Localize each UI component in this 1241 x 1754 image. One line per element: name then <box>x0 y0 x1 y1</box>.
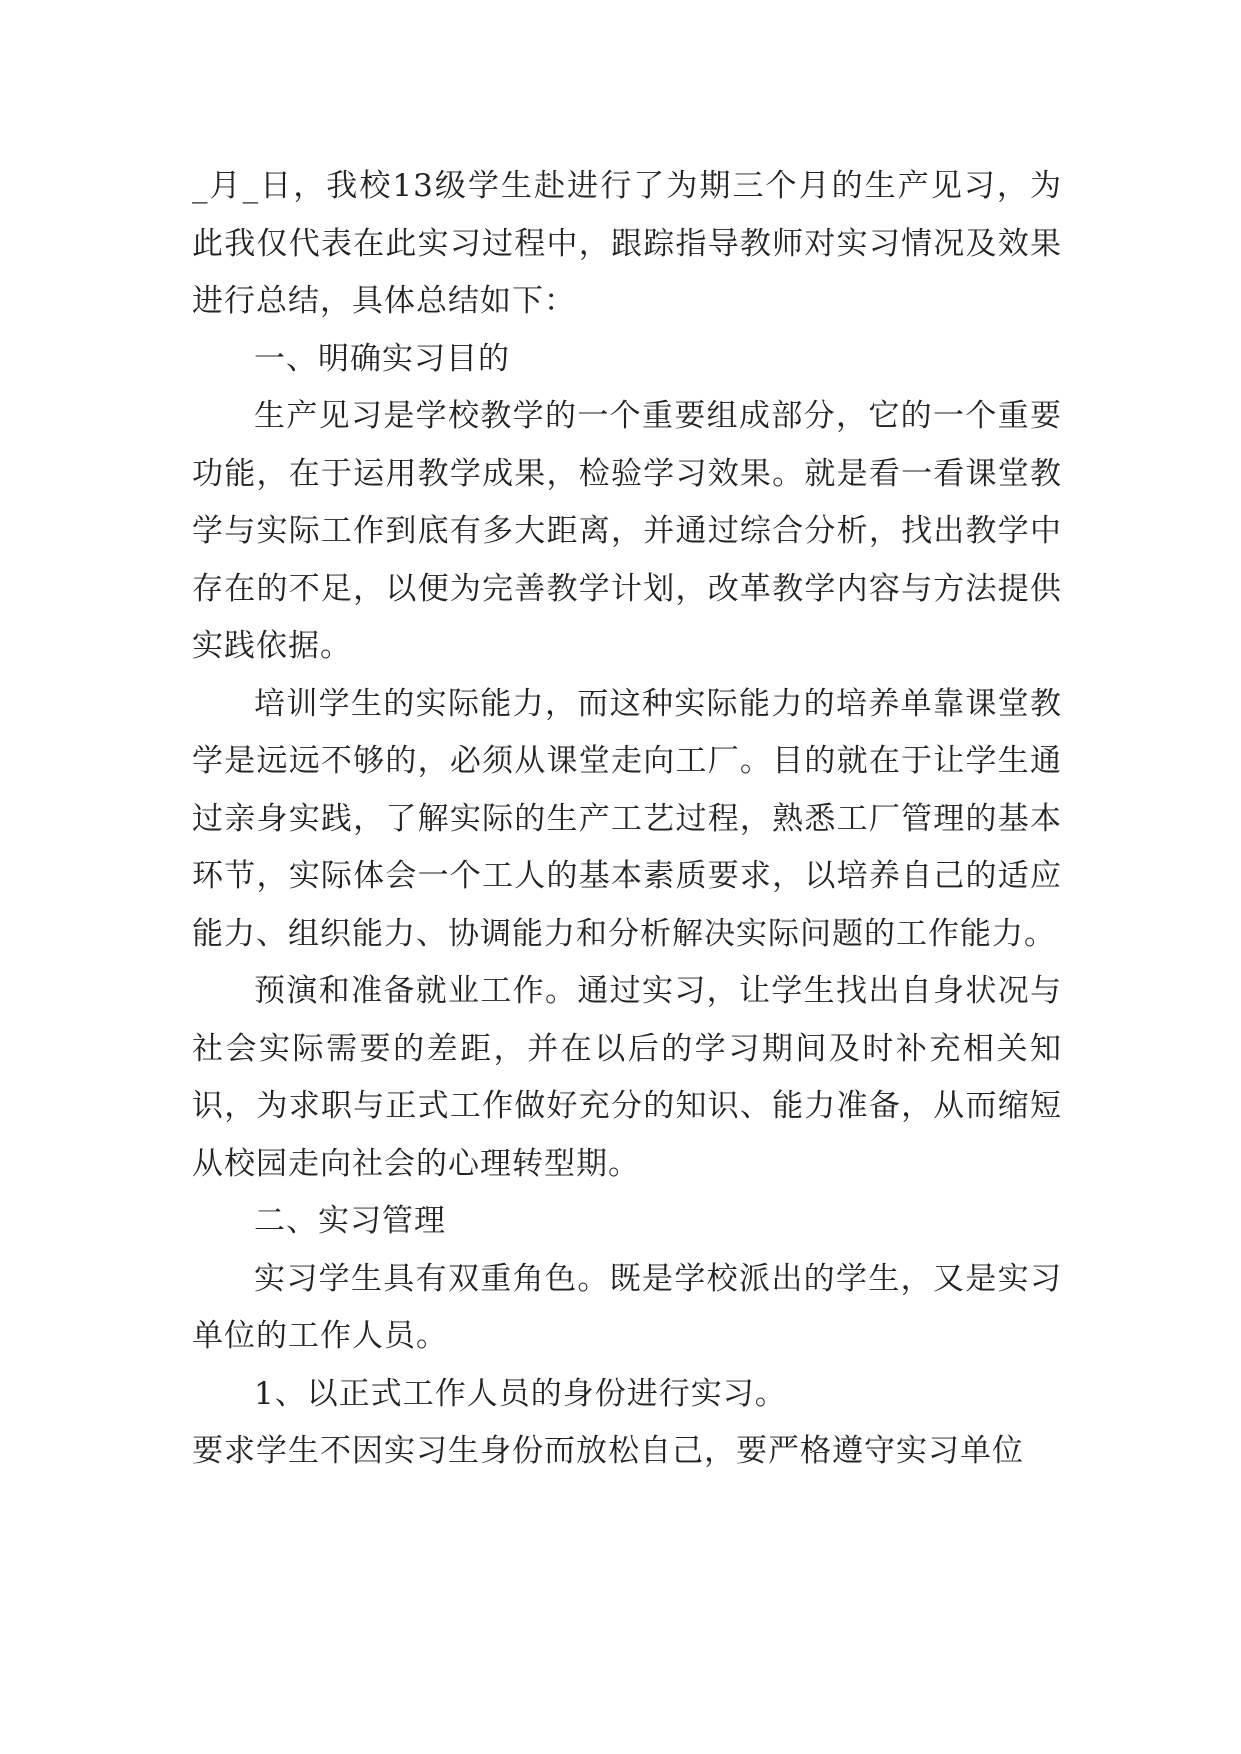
document-body <box>192 158 1062 1481</box>
paragraph-purpose-2: 培训学生的实际能力，而这种实际能力的培养单靠课堂教学是远远不够的，必须从课堂走向工厂。目的就在于让学生通过亲身实践，了解实际的生产工艺过程，熟悉工厂管理的基本环节，实际体会一个工人的基本素质要求，以培养自己的适应能力、组织能力、协调能力和分析解决实际问题的工作能力。 <box>192 685 1062 952</box>
paragraph-intro: _月_日，我校13级学生赴进行了为期三个月的生产见习，为此我仅代表在此实习过程中，跟踪指导教师对实习情况及效果进行总结，具体总结如下： <box>192 168 1062 319</box>
heading-section-2: 二、实习管理 <box>254 1203 446 1239</box>
paragraph-purpose-3: 预演和准备就业工作。通过实习，让学生找出自身状况与社会实际需要的差距，并在以后的学习期间及时补充相关知识，为求职与正式工作做好充分的知识、能力准备，从而缩短从校园走向社会的心理转型期。 <box>192 973 1062 1182</box>
paragraph-management-1: 实习学生具有双重角色。既是学校派出的学生，又是实习单位的工作人员。 <box>192 1260 1062 1354</box>
list-item-1: 1、以正式工作人员的身份进行实习。 <box>254 1375 787 1412</box>
paragraph-purpose-1: 生产见习是学校教学的一个重要组成部分，它的一个重要功能，在于运用教学成果，检验学习效果。就是看一看课堂教学与实际工作到底有多大距离，并通过综合分析，找出教学中存在的不足，以便为完善教学计划，改革教学内容与方法提供实践依据。 <box>192 398 1062 664</box>
heading-section-1: 一、明确实习目的 <box>254 340 510 377</box>
paragraph-management-2: 要求学生不因实习生身份而放松自己，要严格遵守实习单位 <box>192 1433 1024 1469</box>
